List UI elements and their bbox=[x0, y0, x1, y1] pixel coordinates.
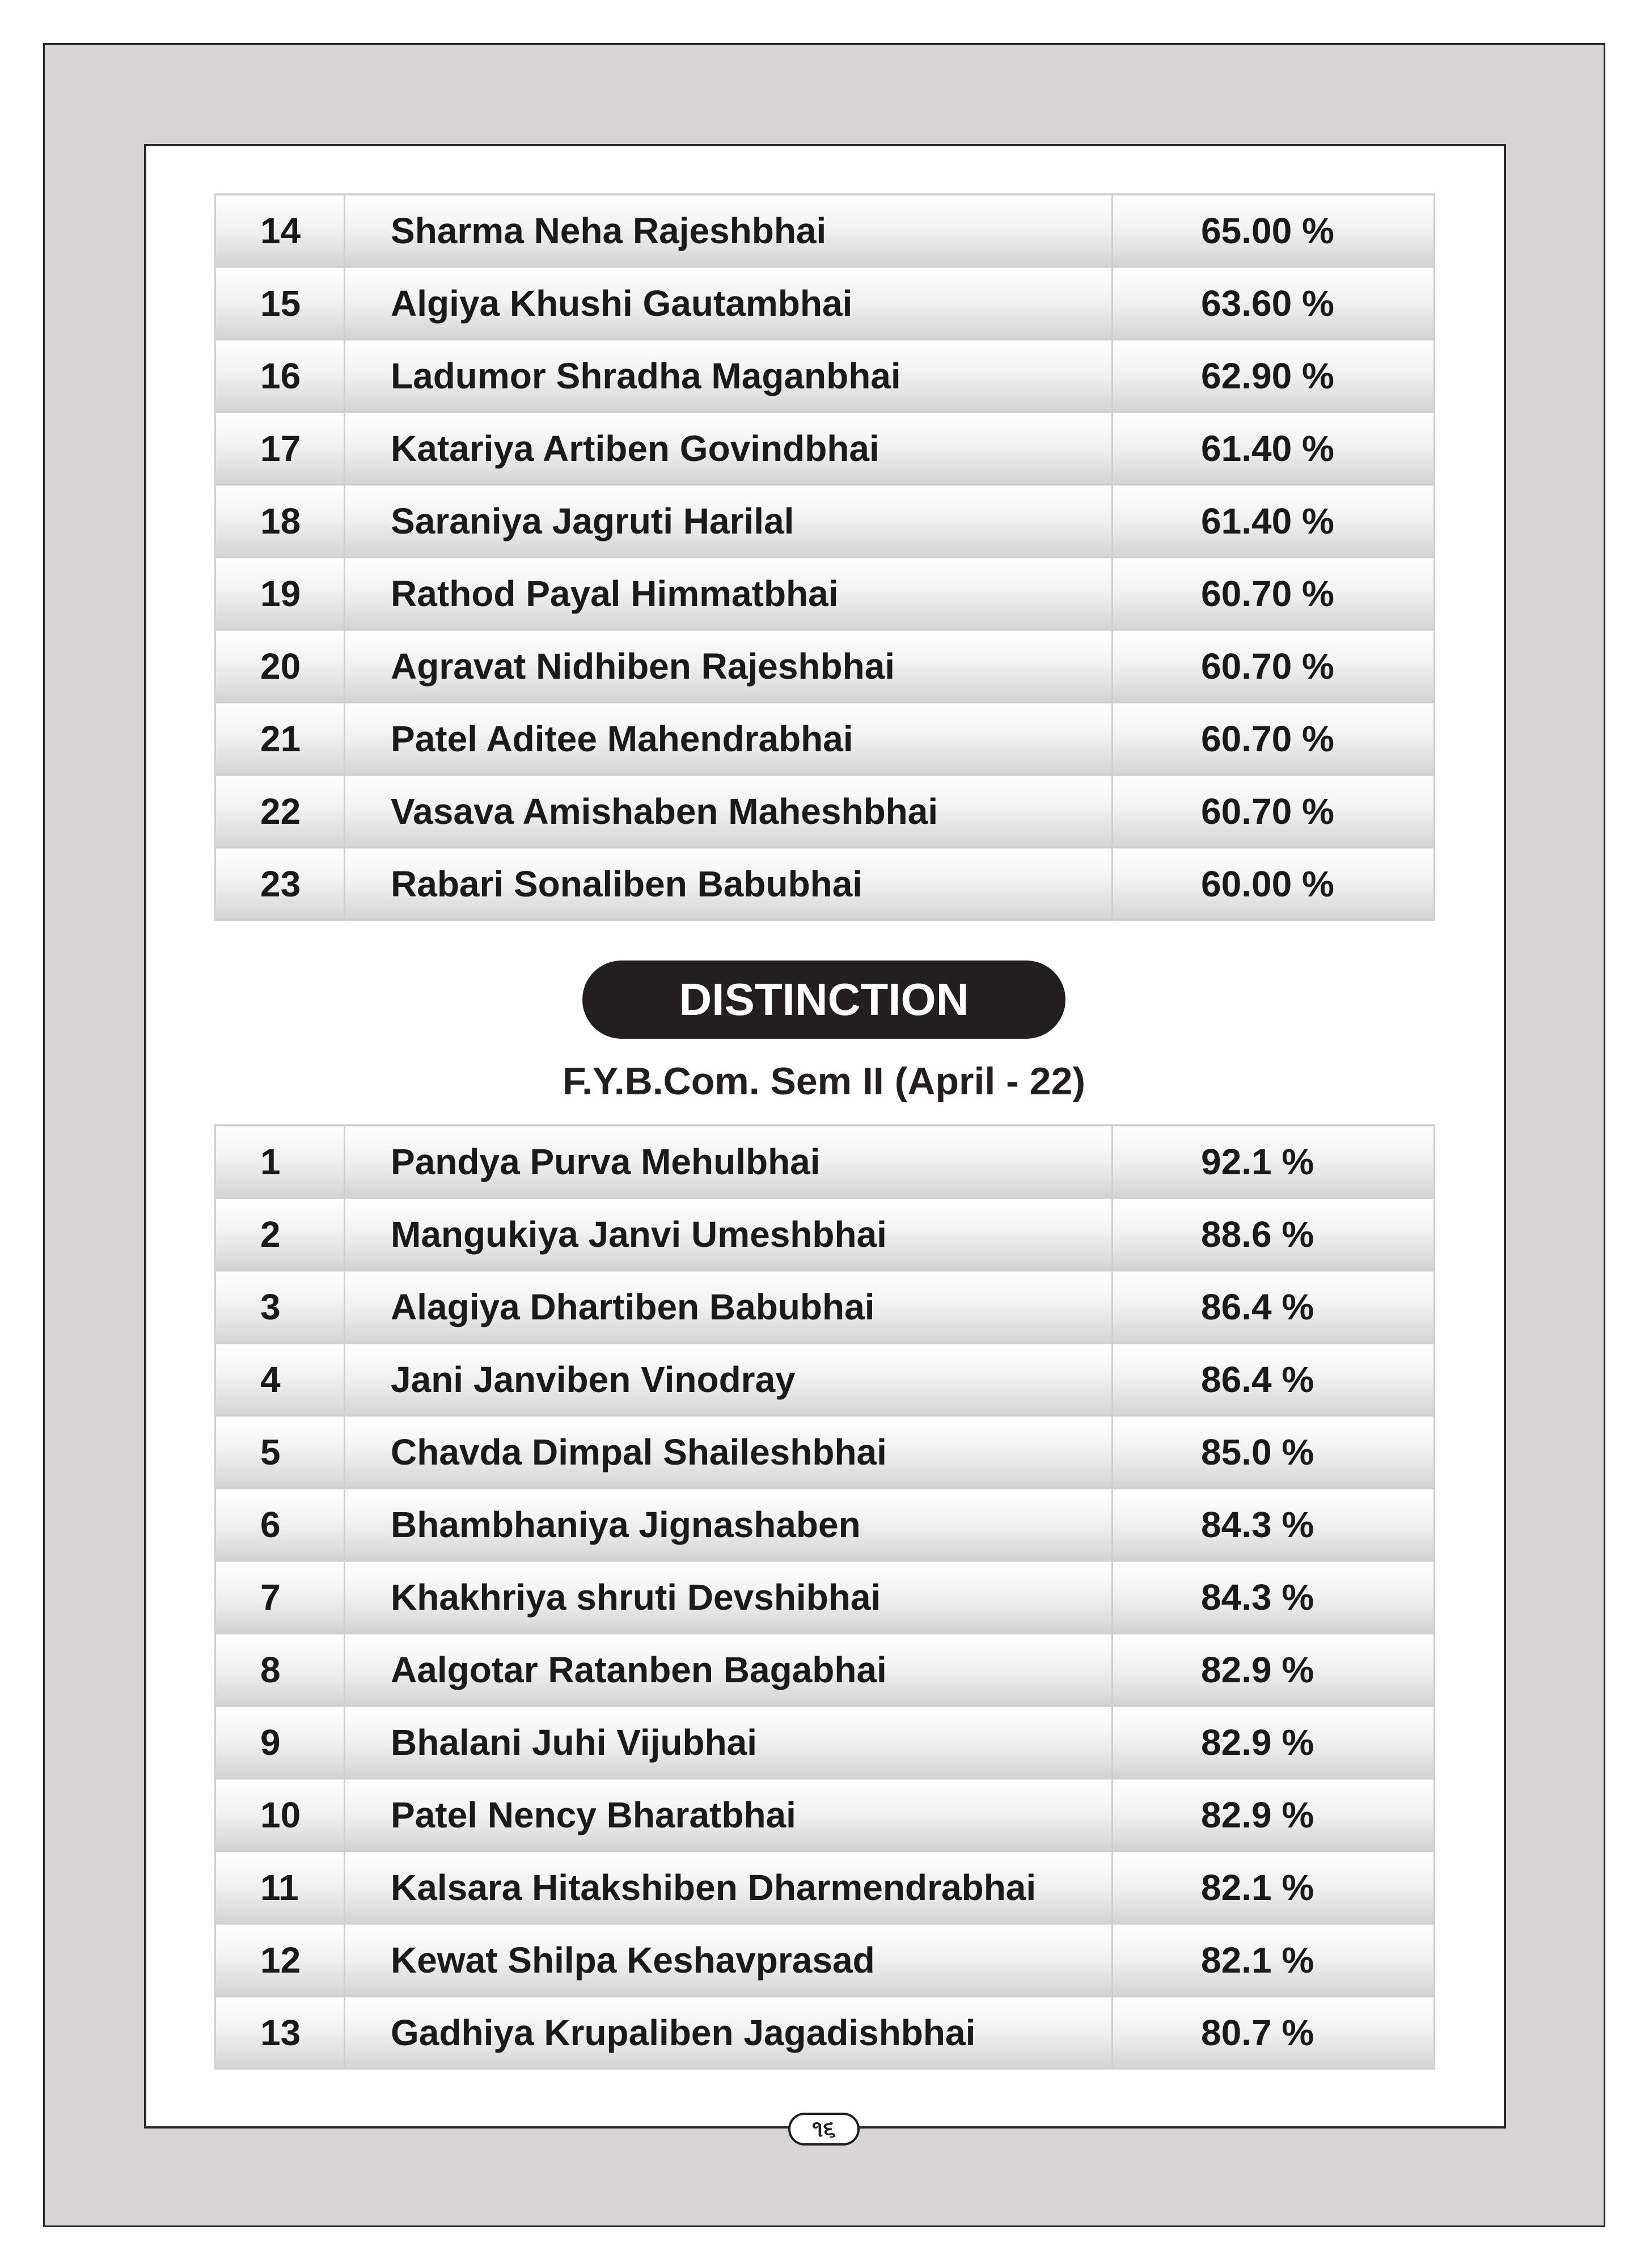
serial-number-cell: 13 bbox=[215, 1996, 345, 2069]
table-row bbox=[215, 557, 1435, 630]
student-name-cell: Kalsara Hitakshiben Dharmendrabhai bbox=[345, 1851, 1113, 1924]
student-name-cell: Vasava Amishaben Maheshbhai bbox=[345, 775, 1113, 848]
percentage-cell: 80.7 % bbox=[1113, 1996, 1435, 2069]
percentage-cell: 86.4 % bbox=[1113, 1343, 1435, 1416]
serial-number-cell: 17 bbox=[215, 412, 345, 485]
serial-number-cell: 6 bbox=[215, 1488, 345, 1561]
serial-number-cell: 7 bbox=[215, 1561, 345, 1634]
table-row bbox=[215, 1924, 1435, 1996]
table-row bbox=[215, 703, 1435, 775]
page-number: ૧૬ bbox=[788, 2113, 860, 2146]
table-row bbox=[215, 194, 1435, 267]
percentage-cell: 85.0 % bbox=[1113, 1416, 1435, 1488]
percentage-cell: 84.3 % bbox=[1113, 1561, 1435, 1634]
table-row bbox=[215, 340, 1435, 412]
student-name-cell: Katariya Artiben Govindbhai bbox=[345, 412, 1113, 485]
serial-number-cell: 20 bbox=[215, 630, 345, 703]
distinction-heading: DISTINCTION bbox=[582, 960, 1065, 1039]
serial-number-cell: 21 bbox=[215, 703, 345, 775]
percentage-cell: 92.1 % bbox=[1113, 1125, 1435, 1198]
percentage-cell: 65.00 % bbox=[1113, 194, 1435, 267]
table-row bbox=[215, 1851, 1435, 1924]
student-name-cell: Jani Janviben Vinodray bbox=[345, 1343, 1113, 1416]
percentage-cell: 82.9 % bbox=[1113, 1634, 1435, 1706]
exam-subtitle: F.Y.B.Com. Sem II (April - 22) bbox=[563, 1060, 1085, 1103]
serial-number-cell: 2 bbox=[215, 1198, 345, 1271]
table-row bbox=[215, 1779, 1435, 1851]
serial-number-cell: 10 bbox=[215, 1779, 345, 1851]
serial-number-cell: 18 bbox=[215, 485, 345, 557]
student-name-cell: Ladumor Shradha Maganbhai bbox=[345, 340, 1113, 412]
results-table-top bbox=[214, 193, 1435, 921]
student-name-cell: Bhambhaniya Jignashaben bbox=[345, 1488, 1113, 1561]
student-name-cell: Saraniya Jagruti Harilal bbox=[345, 485, 1113, 557]
serial-number-cell: 14 bbox=[215, 194, 345, 267]
percentage-cell: 61.40 % bbox=[1113, 485, 1435, 557]
student-name-cell: Agravat Nidhiben Rajeshbhai bbox=[345, 630, 1113, 703]
table-row bbox=[215, 1343, 1435, 1416]
percentage-cell: 60.00 % bbox=[1113, 848, 1435, 920]
student-name-cell: Patel Aditee Mahendrabhai bbox=[345, 703, 1113, 775]
table-row bbox=[215, 485, 1435, 557]
table-row bbox=[215, 1125, 1435, 1198]
table-row bbox=[215, 1271, 1435, 1343]
serial-number-cell: 16 bbox=[215, 340, 345, 412]
percentage-cell: 60.70 % bbox=[1113, 775, 1435, 848]
student-name-cell: Bhalani Juhi Vijubhai bbox=[345, 1706, 1113, 1779]
table-row bbox=[215, 1996, 1435, 2069]
serial-number-cell: 5 bbox=[215, 1416, 345, 1488]
student-name-cell: Kewat Shilpa Keshavprasad bbox=[345, 1924, 1113, 1996]
table-row bbox=[215, 1198, 1435, 1271]
student-name-cell: Pandya Purva Mehulbhai bbox=[345, 1125, 1113, 1198]
table-row bbox=[215, 1561, 1435, 1634]
percentage-cell: 63.60 % bbox=[1113, 267, 1435, 340]
table-row bbox=[215, 1634, 1435, 1706]
percentage-cell: 60.70 % bbox=[1113, 557, 1435, 630]
table-row bbox=[215, 1706, 1435, 1779]
table-row bbox=[215, 412, 1435, 485]
percentage-cell: 61.40 % bbox=[1113, 412, 1435, 485]
student-name-cell: Khakhriya shruti Devshibhai bbox=[345, 1561, 1113, 1634]
percentage-cell: 82.9 % bbox=[1113, 1779, 1435, 1851]
percentage-cell: 60.70 % bbox=[1113, 703, 1435, 775]
student-name-cell: Chavda Dimpal Shaileshbhai bbox=[345, 1416, 1113, 1488]
percentage-cell: 86.4 % bbox=[1113, 1271, 1435, 1343]
percentage-cell: 82.1 % bbox=[1113, 1924, 1435, 1996]
serial-number-cell: 15 bbox=[215, 267, 345, 340]
student-name-cell: Aalgotar Ratanben Bagabhai bbox=[345, 1634, 1113, 1706]
student-name-cell: Rabari Sonaliben Babubhai bbox=[345, 848, 1113, 920]
serial-number-cell: 8 bbox=[215, 1634, 345, 1706]
table-row bbox=[215, 1488, 1435, 1561]
serial-number-cell: 4 bbox=[215, 1343, 345, 1416]
student-name-cell: Mangukiya Janvi Umeshbhai bbox=[345, 1198, 1113, 1271]
percentage-cell: 62.90 % bbox=[1113, 340, 1435, 412]
student-name-cell: Sharma Neha Rajeshbhai bbox=[345, 194, 1113, 267]
student-name-cell: Algiya Khushi Gautambhai bbox=[345, 267, 1113, 340]
serial-number-cell: 1 bbox=[215, 1125, 345, 1198]
student-name-cell: Alagiya Dhartiben Babubhai bbox=[345, 1271, 1113, 1343]
serial-number-cell: 23 bbox=[215, 848, 345, 920]
table-row bbox=[215, 630, 1435, 703]
percentage-cell: 60.70 % bbox=[1113, 630, 1435, 703]
table-row bbox=[215, 1416, 1435, 1488]
student-name-cell: Gadhiya Krupaliben Jagadishbhai bbox=[345, 1996, 1113, 2069]
percentage-cell: 82.1 % bbox=[1113, 1851, 1435, 1924]
serial-number-cell: 11 bbox=[215, 1851, 345, 1924]
student-name-cell: Patel Nency Bharatbhai bbox=[345, 1779, 1113, 1851]
table-row bbox=[215, 775, 1435, 848]
serial-number-cell: 9 bbox=[215, 1706, 345, 1779]
results-table-distinction bbox=[214, 1124, 1435, 2070]
percentage-cell: 82.9 % bbox=[1113, 1706, 1435, 1779]
serial-number-cell: 19 bbox=[215, 557, 345, 630]
table-row bbox=[215, 848, 1435, 920]
table-row bbox=[215, 267, 1435, 340]
percentage-cell: 84.3 % bbox=[1113, 1488, 1435, 1561]
serial-number-cell: 3 bbox=[215, 1271, 345, 1343]
serial-number-cell: 12 bbox=[215, 1924, 345, 1996]
percentage-cell: 88.6 % bbox=[1113, 1198, 1435, 1271]
student-name-cell: Rathod Payal Himmatbhai bbox=[345, 557, 1113, 630]
serial-number-cell: 22 bbox=[215, 775, 345, 848]
